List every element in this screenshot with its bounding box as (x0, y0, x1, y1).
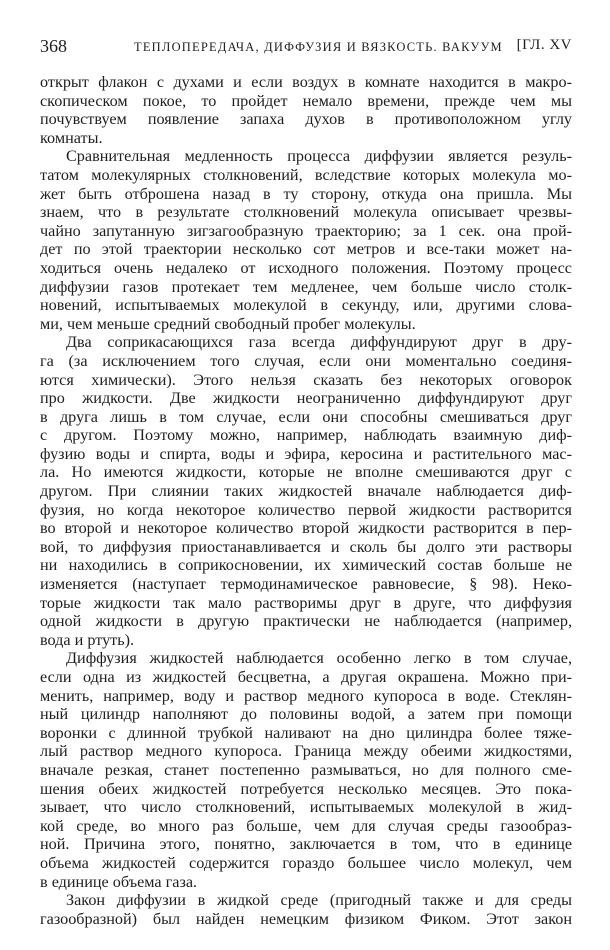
text-line: во второй и некоторое количество второй жидкости растворится в пер- (40, 519, 572, 538)
paragraph (40, 333, 572, 649)
text-line: зывает, что число столкновений, испытываемых молекулой в жид- (40, 798, 572, 817)
text-line: если одна из жидкостей бесцветна, а другая окрашена. Можно при- (40, 668, 572, 686)
paragraph (40, 891, 572, 928)
text-line: татом молекулярных столкновений, вследствие которых молекула мо- (40, 165, 572, 184)
text-line: вода и ртуть). (40, 630, 135, 649)
text-line: скопическом покое, то пройдет немало времени, прежде чем мы (40, 91, 572, 110)
text-line: ются химически). Этого нельзя сказать без некоторых оговорок (40, 370, 572, 389)
text-line: Диффузия жидкостей наблюдается особенно легко в том случае, (66, 649, 572, 668)
text-line: кой среде, во много раз больше, чем для случая среды газообраз- (40, 816, 572, 835)
text-line: диффузии газов протекает тем медленее, чем больше число столк- (40, 277, 572, 296)
text-line: воронки с длинной трубкой наливают на дно цилиндра более тяже- (40, 723, 572, 742)
text-line: торые жидкости так мало растворимы друг в друге, что диффузия (40, 593, 572, 612)
text-line: одной жидкости в другую практически не наблюдается (например, (40, 612, 572, 631)
text-line: газообразной) был найден немецким физиком Фиком. Этот закон (40, 909, 572, 928)
text-line: Закон диффузии в жидкой среде (пригодный также и для среды (66, 891, 572, 910)
text-line: дет по этой траектории несколько сот метров и все-таки может на- (40, 240, 572, 259)
page-number: 368 (40, 36, 67, 56)
text-line: жет быть отброшена назад в ту сторону, откуда она пришла. Мы (40, 184, 572, 203)
text-line: ла. Но имеются жидкости, которые не вполне смешиваются друг с (40, 463, 572, 482)
text-line: другом. При слиянии таких жидкостей вначале наблюдается диф- (40, 482, 572, 501)
paragraph (40, 73, 572, 147)
text-line: изменяется (наступает термодинамическое равновесие, § 98). Неко- (40, 575, 572, 594)
text-line: комнаты. (40, 128, 103, 147)
text-line: открыт флакон с духами и если воздух в комнате находится в макро- (40, 73, 572, 91)
text-line: га (за исключением того случая, если они моментально соединя- (40, 351, 572, 370)
text-line: чайно запутанную зигзагообразную траекторию; за 1 сек. она прой- (40, 221, 572, 240)
text-line: ной. Причина этого, понятно, заключается в том, что в единице (40, 835, 572, 854)
page-header (40, 36, 572, 60)
text-line: в единице объема газа. (40, 872, 198, 891)
paragraph (40, 147, 572, 333)
text-line: с другом. Поэтому можно, например, наблюдать взаимную диф- (40, 426, 572, 445)
text-line: менить, например, воду и раствор медного купороса в воде. Стеклян- (40, 686, 572, 705)
text-line: ходиться очень недалеко от исходного положения. Поэтому процесс (40, 258, 572, 277)
text-line: вой, то диффузия приостанавливается и сколь бы долго эти растворы (40, 537, 572, 556)
text-line: знаем, что в результате столкновений молекула описывает чрезвы- (40, 203, 572, 222)
text-line: ный цилиндр наполняют до половины водой, а затем при помощи (40, 705, 572, 724)
text-line: объема жидкостей содержится гораздо большее число молекул, чем (40, 853, 572, 872)
text-line: в друга лишь в том случае, если они способны смешиваться друг (40, 407, 572, 426)
text-line: почувствуем появление запаха духов в противоположном углу (40, 110, 572, 129)
text-line: фузия, но когда некоторое количество первой жидкости растворится (40, 500, 572, 519)
running-title: ТЕПЛОПЕРЕДАЧА, ДИФФУЗИЯ И ВЯЗКОСТЬ. ВАКУУМ (134, 40, 503, 54)
body-text (40, 73, 572, 928)
text-line: лый раствор медного купороса. Граница между обеими жидкостями, (40, 742, 572, 761)
text-line: ни находились в соприкосновении, их химический состав больше не (40, 556, 572, 575)
text-line: фузию воды и спирта, воды и эфира, керосина и растительного мас- (40, 444, 572, 463)
text-line: вначале резкая, станет постепенно размываться, но для полного сме- (40, 760, 572, 779)
text-line: Сравнительная медленность процесса диффузии является резуль- (66, 147, 572, 166)
chapter-label: [ГЛ. XV (516, 37, 572, 53)
text-line: Два соприкасающихся газа всегда диффундируют друг в дру- (66, 333, 572, 352)
text-line: ми, чем меньше средний свободный пробег молекулы. (40, 314, 416, 333)
text-line: про жидкости. Две жидкости неограниченно диффундируют друг (40, 389, 572, 408)
paragraph (40, 649, 572, 891)
text-line: новений, испытываемых молекулой в секунду, или, другими слова- (40, 296, 572, 315)
text-line: шения обеих жидкостей потребуется несколько месяцев. Это пока- (40, 779, 572, 798)
